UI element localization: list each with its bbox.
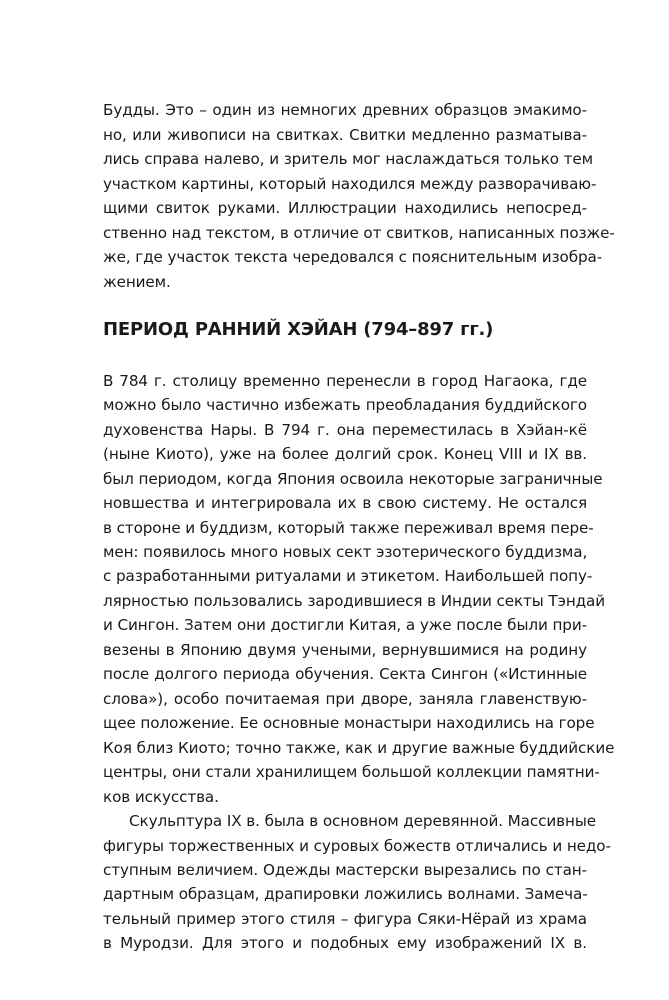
text-line: мен: появилось много новых сект эзотерического буддизма, — [103, 543, 588, 561]
text-line: (ныне Киото), уже на более долгий срок. Конец VIII и IX вв. — [103, 445, 587, 463]
text-line: центры, они стали хранилищем большой коллекции памятни- — [103, 763, 600, 781]
text-line: дартным образцам, драпировки ложились волнами. Замеча- — [103, 885, 588, 903]
text-line: слова»), особо почитаемая при дворе, заняла главенствую- — [103, 690, 587, 708]
text-line: ственно над текстом, в отличие от свитков, написанных позже- — [103, 224, 615, 242]
text-line: лись справа налево, и зритель мог наслаждаться только тем — [103, 150, 593, 168]
text-line: и Сингон. Затем они достигли Китая, а уже после были при- — [103, 616, 587, 634]
text-line: В 784 г. столицу временно перенесли в город Нагаока, где — [103, 372, 587, 390]
section-heading: ПЕРИОД РАННИЙ ХЭЙАН (794–897 гг.) — [103, 319, 494, 340]
text-line: новшества и интегрировала их в свою систему. Не остался — [103, 494, 587, 512]
text-line: духовенства Нары. В 794 г. она переместилась в Хэйан-кё — [103, 421, 587, 439]
text-line: Коя близ Киото; точно также, как и другие важные буддийские — [103, 739, 615, 757]
text-line: ступным величием. Одежды мастерски вырезались по стан- — [103, 861, 587, 879]
text-line: тельный пример этого стиля – фигура Сяки-Нёрай из храма — [103, 910, 587, 928]
text-line: участком картины, который находился между разворачиваю- — [103, 175, 597, 193]
text-line: можно было частично избежать преобладания буддийского — [103, 396, 587, 414]
text-line: Скульптура IX в. была в основном деревянной. Массивные — [129, 812, 596, 830]
text-line: фигуры торжественных и суровых божеств отличались и недо- — [103, 837, 611, 855]
text-line: везены в Японию двумя учеными, вернувшимися на родину — [103, 641, 587, 659]
text-line: был периодом, когда Япония освоила некоторые заграничные — [103, 470, 603, 488]
text-line: Будды. Это – один из немногих древних образцов эмакимо- — [103, 101, 587, 119]
text-line: после долгого периода обучения. Секта Сингон («Истинные — [103, 665, 587, 683]
text-line: щее положение. Ее основные монастыри находились на горе — [103, 714, 595, 732]
text-line: в Муродзи. Для этого и подобных ему изображений IX в. — [103, 934, 587, 952]
text-line: но, или живописи на свитках. Свитки медленно разматыва- — [103, 126, 587, 144]
text-line: жением. — [103, 273, 171, 291]
text-line: же, где участок текста чередовался с пояснительным изобра- — [103, 248, 603, 266]
text-line: ков искусства. — [103, 788, 219, 806]
text-line: с разработанными ритуалами и этикетом. Наибольшей попу- — [103, 567, 593, 585]
text-line: в стороне и буддизм, который также переживал время пере- — [103, 519, 594, 537]
text-line: щими свиток руками. Иллюстрации находились непосред- — [103, 199, 587, 217]
text-line: лярностью пользовались зародившиеся в Индии секты Тэндай — [103, 592, 606, 610]
